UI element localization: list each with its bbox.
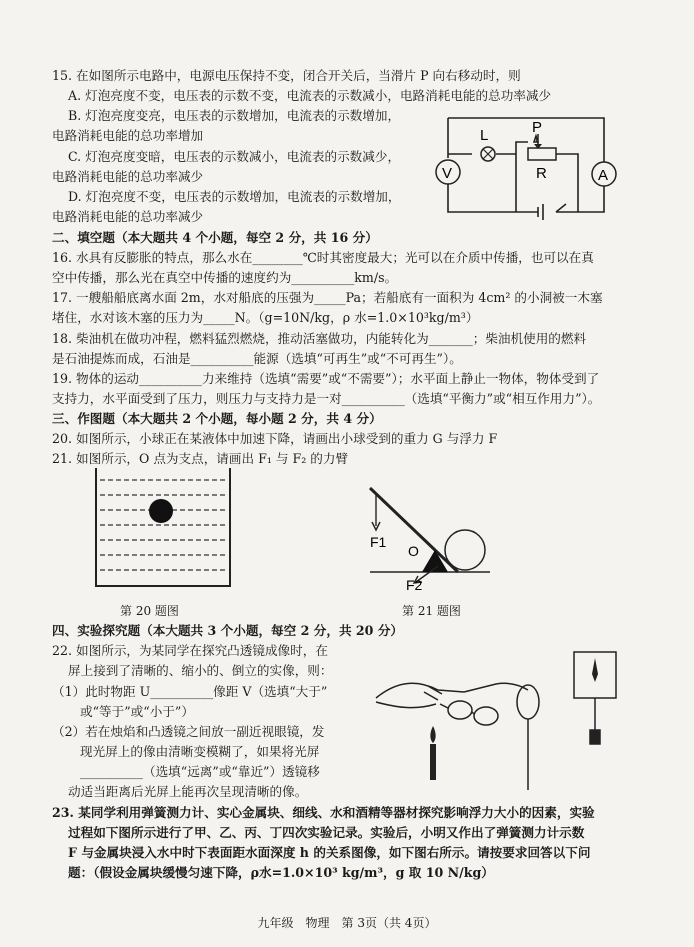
q22-line2: 屏上接到了清晰的、缩小的、倒立的实像，则：	[68, 663, 333, 678]
fig21-f1-label: F1	[370, 534, 387, 550]
q15-stem: 15. 在如图所示电路中，电源电压保持不变，闭合开关后，当滑片 P 向右移动时，则	[52, 68, 521, 83]
slider-label: P	[532, 119, 543, 136]
q15-option-c-line2: 电路消耗电能的总功率减少	[52, 169, 204, 184]
section2-heading: 二、填空题（本大题共 4 个小题，每空 2 分，共 16 分）	[52, 230, 378, 245]
q22-line4: 或“等于”或“小于”）	[80, 704, 194, 719]
q23-line1: 23. 某同学利用弹簧测力计、实心金属块、细线、水和酒精等器材探究影响浮力大小的因素，实验	[52, 805, 595, 820]
q16-line1: 16. 水具有反膨胀的特点，那么水在________℃时其密度最大；光可以在介质中传播，也可以在真	[52, 250, 594, 265]
q15-option-b-line2: 电路消耗电能的总功率增加	[52, 128, 204, 143]
q18-line2: 是石油提炼而成，石油是__________能源（选填“可再生”或“不可再生”）。	[52, 351, 462, 366]
fig20-ball	[149, 499, 173, 523]
fig22-optics	[368, 640, 628, 790]
q20-text: 20. 如图所示，小球正在某液体中加速下降，请画出小球受到的重力 G 与浮力 F	[52, 431, 498, 446]
q23-line4: 题：（假设金属块缓慢匀速下降，ρ水=1.0×10³ kg/m³，g 取 10 N/kg）	[68, 865, 494, 880]
fig20-beaker	[88, 466, 238, 590]
q16-line2: 空中传播，那么光在真空中传播的速度约为__________km/s。	[52, 270, 398, 285]
q22-line7: __________（选填“远离”或“靠近”）透镜移	[80, 764, 320, 779]
q22-line8: 动适当距离后光屏上能再次呈现清晰的像。	[68, 784, 308, 799]
lamp-label: L	[480, 127, 489, 144]
resistor-label: R	[536, 165, 547, 182]
fig21-f2-label: F2	[406, 577, 423, 593]
q15-option-a: A. 灯泡亮度不变，电压表的示数不变，电流表的示数减小，电路消耗电能的总功率减少	[68, 88, 552, 103]
q15-option-d-line2: 电路消耗电能的总功率减少	[52, 209, 204, 224]
q15-option-d-line1: D. 灯泡亮度不变，电压表的示数增加，电流表的示数增加，	[68, 189, 401, 204]
fig21-o-label: O	[408, 543, 419, 559]
q23-line2: 过程如下图所示进行了甲、乙、丙、丁四次实验记录。实验后，小明又作出了弹簧测力计示数	[68, 825, 585, 840]
section3-heading: 三、作图题（本大题共 2 个小题，每小题 2 分，共 4 分）	[52, 411, 382, 426]
q17-line2: 堵住，水对该木塞的压力为_____N。（g=10N/kg，ρ 水=1.0×10³kg/m³）	[52, 310, 479, 325]
page-footer: 九年级 物理 第 3页（共 4页）	[257, 916, 437, 930]
fig21-lever	[340, 482, 510, 592]
q22-line3: （1）此时物距 U__________像距 V（选填“大于”	[52, 684, 328, 699]
circuit-diagram	[428, 112, 628, 222]
section4-heading: 四、实验探究题（本大题共 3 个小题，每空 2 分，共 20 分）	[52, 623, 404, 638]
q22-line5: （2）若在烛焰和凸透镜之间放一副近视眼镜，发	[52, 724, 325, 739]
q19-line2: 支持力，水平面受到了压力，则压力与支持力是一对__________（选填“平衡力”或“相互作用力”）。	[52, 391, 601, 406]
q15-option-b-line1: B. 灯泡亮度变亮，电压表的示数增加，电流表的示数增加，	[68, 108, 401, 123]
fig21-caption: 第 21 题图	[402, 604, 461, 618]
q23-line3: F 与金属块浸入水中时下表面距水面深度 h 的关系图像，如下图右所示。请按要求回答以下问	[68, 845, 591, 860]
voltmeter-label: V	[442, 165, 453, 182]
ammeter-label: A	[598, 167, 609, 184]
q19-line1: 19. 物体的运动__________力来维持（选填“需要”或“不需要”）；水平面上静止一物体，物体受到了	[52, 371, 600, 386]
q21-text: 21. 如图所示，O 点为支点，请画出 F₁ 与 F₂ 的力臂	[52, 451, 349, 466]
q17-line1: 17. 一艘船船底离水面 2m，水对船底的压强为_____Pa；若船底有一面积为 4cm² 的小洞被一木塞	[52, 290, 603, 305]
q22-line6: 现光屏上的像由清晰变模糊了，如果将光屏	[80, 744, 320, 759]
fig20-caption: 第 20 题图	[120, 604, 179, 618]
q18-line1: 18. 柴油机在做功冲程，燃料猛烈燃烧，推动活塞做功，内能转化为_______；柴油机使用的燃料	[52, 331, 587, 346]
q15-option-c-line1: C. 灯泡亮度变暗，电压表的示数减小，电流表的示数减少，	[68, 149, 401, 164]
q22-line1: 22. 如图所示，为某同学在探究凸透镜成像时，在	[52, 643, 328, 658]
